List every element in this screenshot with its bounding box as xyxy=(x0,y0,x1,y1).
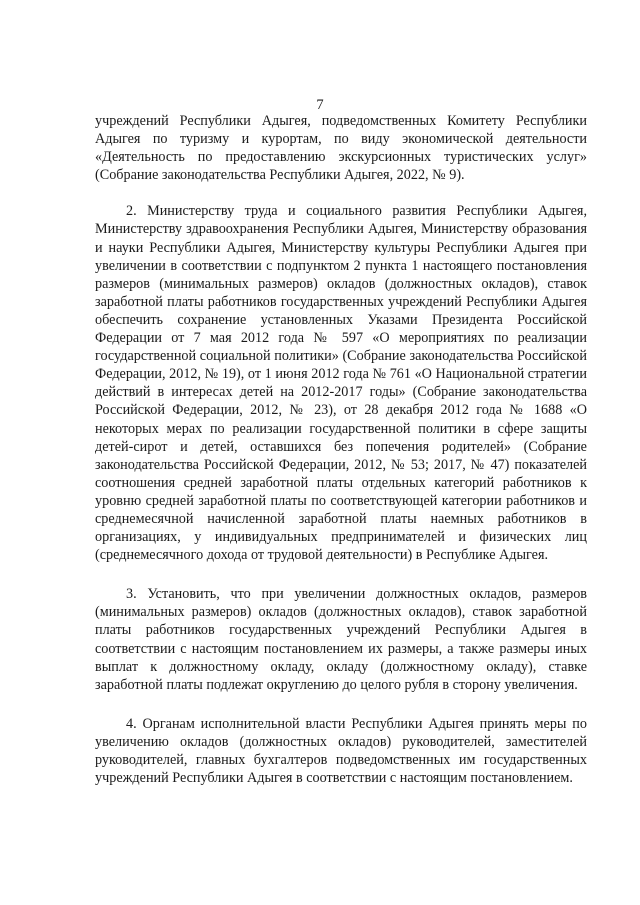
page-number: 7 xyxy=(316,97,324,113)
document-body xyxy=(95,112,587,787)
paragraph-continuation: учреждений Республики Адыгея, подведомственных Комитету Республики Адыгея по туризму и курортам, по виду экономической деятельности «Деятельность по предоставлению экскурсионных туристических услуг» (Собрание законодательства Республики Адыгея, 2022, № 9). xyxy=(95,113,587,184)
paragraph-item-4: 4. Органам исполнительной власти Республики Адыгея принять меры по увеличению окладов (должностных окладов) руководителей, заместителей руководителей, главных бухгалтеров подведомственных им государственных учреждений Республики Адыгея в соответствии с настоящим постановлением. xyxy=(95,715,587,787)
paragraph-item-2: 2. Министерству труда и социального развития Республики Адыгея, Министерству здравоохранения Республики Адыгея, Министерству образования и науки Республики Адыгея, Министерству культуры Республики Адыгея при увеличении в соответствии с подпунктом 2 пункта 1 настоящего постановления размеров (минимальных размеров) окладов (должностных окладов), ставок заработной платы работников государственных учреждений Республики Адыгея обеспечить сохранение установленных Указами Президента Российской Федерации от 7 мая 2012 года № 597 «О мероприятиях по реализации государственной социальной политики» (Собрание законодательства Российской Федерации, 2012, № 19), от 1 июня 2012 года № 761 «О Национальной стратегии действий в интересах детей на 2012-2017 годы» (Собрание законодательства Российской Федерации, 2012, № 23), от 28 декабря 2012 года № 1688 «О некоторых мерах по реализации государственной политики в сфере защиты детей-сирот и детей, оставшихся без попечения родителей» (Собрание законодательства Российской Федерации, 2012, № 53; 2017, № 47) показателей соотношения средней заработной платы отдельных категорий работников к уровню средней заработной платы по соответствующей категории работников и среднемесячной начисленной заработной платы наемных работников в организациях, у индивидуальных предпринимателей и физических лиц (среднемесячного дохода от трудовой деятельности) в Республике Адыгея. xyxy=(95,203,587,564)
paragraph-item-3: 3. Установить, что при увеличении должностных окладов, размеров (минимальных размеров) окладов (должностных окладов), ставок заработной платы работников государственных учреждений Республики Адыгея в соответствии с настоящим постановлением их размеры, а также размеры иных выплат к должностному окладу, окладу (должностному окладу), ставке заработной платы подлежат округлению до целого рубля в сторону увеличения. xyxy=(95,586,587,693)
